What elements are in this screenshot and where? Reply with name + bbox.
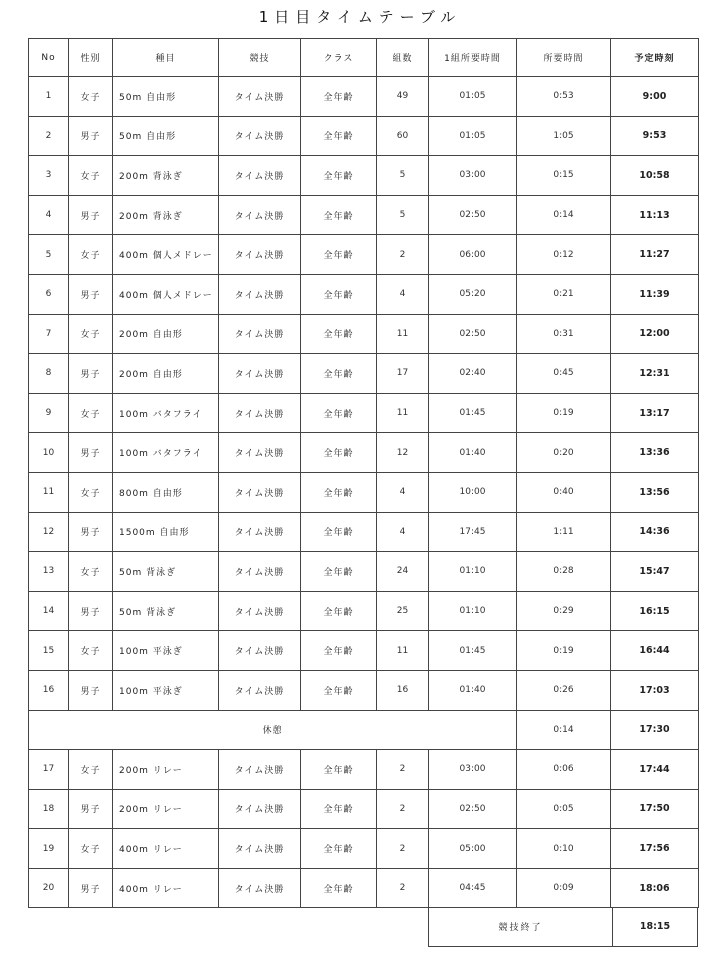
cell-duration: 1:05 — [517, 116, 611, 156]
cell-gender: 女子 — [69, 77, 113, 117]
cell-no: 2 — [29, 116, 69, 156]
cell-per-heat: 01:45 — [429, 393, 517, 433]
cell-heats: 60 — [377, 116, 429, 156]
cell-per-heat: 01:05 — [429, 116, 517, 156]
cell-per-heat: 06:00 — [429, 235, 517, 275]
cell-per-heat: 02:50 — [429, 789, 517, 829]
cell-per-heat: 05:00 — [429, 829, 517, 869]
header-class: クラス — [301, 39, 377, 77]
cell-event: 50m 自由形 — [113, 77, 219, 117]
cell-no: 8 — [29, 354, 69, 394]
cell-gender: 男子 — [69, 789, 113, 829]
cell-event: 50m 背泳ぎ — [113, 552, 219, 592]
cell-gender: 男子 — [69, 868, 113, 908]
cell-event: 200m 背泳ぎ — [113, 195, 219, 235]
cell-class: 全年齢 — [301, 789, 377, 829]
cell-duration: 0:31 — [517, 314, 611, 354]
cell-no: 4 — [29, 195, 69, 235]
cell-duration: 0:09 — [517, 868, 611, 908]
cell-heats: 12 — [377, 433, 429, 473]
cell-scheduled: 17:50 — [611, 789, 699, 829]
cell-event: 100m バタフライ — [113, 393, 219, 433]
cell-competition: タイム決勝 — [219, 631, 301, 671]
cell-duration: 1:11 — [517, 512, 611, 552]
cell-per-heat: 03:00 — [429, 156, 517, 196]
cell-class: 全年齢 — [301, 274, 377, 314]
cell-scheduled: 13:56 — [611, 472, 699, 512]
cell-class: 全年齢 — [301, 354, 377, 394]
cell-class: 全年齢 — [301, 750, 377, 790]
table-row — [29, 829, 699, 869]
header-per-heat: 1組所要時間 — [429, 39, 517, 77]
end-row — [428, 907, 698, 947]
cell-class: 全年齢 — [301, 670, 377, 710]
cell-competition: タイム決勝 — [219, 195, 301, 235]
cell-scheduled: 10:58 — [611, 156, 699, 196]
cell-no: 1 — [29, 77, 69, 117]
cell-heats: 2 — [377, 235, 429, 275]
table-row — [29, 314, 699, 354]
cell-gender: 男子 — [69, 670, 113, 710]
cell-scheduled: 12:31 — [611, 354, 699, 394]
cell-class: 全年齢 — [301, 433, 377, 473]
cell-competition: タイム決勝 — [219, 552, 301, 592]
table-row — [29, 512, 699, 552]
cell-class: 全年齢 — [301, 631, 377, 671]
cell-duration: 0:28 — [517, 552, 611, 592]
cell-no: 9 — [29, 393, 69, 433]
cell-per-heat: 05:20 — [429, 274, 517, 314]
table-row — [29, 156, 699, 196]
cell-duration: 0:53 — [517, 77, 611, 117]
cell-heats: 2 — [377, 829, 429, 869]
cell-no: 15 — [29, 631, 69, 671]
cell-event: 200m 自由形 — [113, 314, 219, 354]
cell-gender: 女子 — [69, 393, 113, 433]
cell-heats: 4 — [377, 472, 429, 512]
table-row — [29, 472, 699, 512]
cell-event: 50m 自由形 — [113, 116, 219, 156]
cell-duration: 0:40 — [517, 472, 611, 512]
cell-competition: タイム決勝 — [219, 116, 301, 156]
header-gender: 性別 — [69, 39, 113, 77]
cell-gender: 男子 — [69, 195, 113, 235]
cell-class: 全年齢 — [301, 235, 377, 275]
break-label: 休憩 — [29, 710, 517, 750]
cell-class: 全年齢 — [301, 829, 377, 869]
table-row — [29, 116, 699, 156]
end-label: 競技終了 — [429, 907, 613, 946]
cell-no: 3 — [29, 156, 69, 196]
cell-gender: 女子 — [69, 750, 113, 790]
cell-heats: 2 — [377, 868, 429, 908]
cell-scheduled: 15:47 — [611, 552, 699, 592]
table-row — [29, 195, 699, 235]
cell-heats: 49 — [377, 77, 429, 117]
cell-per-heat: 01:40 — [429, 670, 517, 710]
cell-heats: 2 — [377, 789, 429, 829]
cell-competition: タイム決勝 — [219, 750, 301, 790]
cell-gender: 男子 — [69, 512, 113, 552]
cell-heats: 5 — [377, 156, 429, 196]
cell-heats: 16 — [377, 670, 429, 710]
cell-competition: タイム決勝 — [219, 393, 301, 433]
cell-no: 19 — [29, 829, 69, 869]
table-row — [29, 552, 699, 592]
cell-competition: タイム決勝 — [219, 77, 301, 117]
cell-per-heat: 01:40 — [429, 433, 517, 473]
cell-heats: 11 — [377, 631, 429, 671]
table-row — [29, 670, 699, 710]
cell-heats: 11 — [377, 393, 429, 433]
cell-event: 1500m 自由形 — [113, 512, 219, 552]
table-row — [29, 591, 699, 631]
cell-scheduled: 14:36 — [611, 512, 699, 552]
cell-class: 全年齢 — [301, 591, 377, 631]
header-heats: 組数 — [377, 39, 429, 77]
table-row — [29, 274, 699, 314]
cell-class: 全年齢 — [301, 552, 377, 592]
cell-class: 全年齢 — [301, 314, 377, 354]
cell-event: 100m 平泳ぎ — [113, 631, 219, 671]
cell-duration: 0:26 — [517, 670, 611, 710]
cell-scheduled: 17:03 — [611, 670, 699, 710]
cell-competition: タイム決勝 — [219, 829, 301, 869]
table-row — [29, 354, 699, 394]
cell-event: 200m 自由形 — [113, 354, 219, 394]
table-row — [29, 750, 699, 790]
cell-competition: タイム決勝 — [219, 314, 301, 354]
cell-per-heat: 02:40 — [429, 354, 517, 394]
cell-scheduled: 9:00 — [611, 77, 699, 117]
cell-event: 200m 背泳ぎ — [113, 156, 219, 196]
cell-per-heat: 01:10 — [429, 591, 517, 631]
cell-scheduled: 13:17 — [611, 393, 699, 433]
cell-gender: 男子 — [69, 433, 113, 473]
table-row — [29, 789, 699, 829]
cell-gender: 女子 — [69, 631, 113, 671]
cell-class: 全年齢 — [301, 195, 377, 235]
cell-scheduled: 11:27 — [611, 235, 699, 275]
cell-class: 全年齢 — [301, 868, 377, 908]
cell-heats: 25 — [377, 591, 429, 631]
cell-gender: 男子 — [69, 116, 113, 156]
cell-competition: タイム決勝 — [219, 433, 301, 473]
cell-heats: 5 — [377, 195, 429, 235]
cell-per-heat: 02:50 — [429, 314, 517, 354]
cell-gender: 女子 — [69, 829, 113, 869]
cell-event: 50m 背泳ぎ — [113, 591, 219, 631]
cell-no: 16 — [29, 670, 69, 710]
cell-scheduled: 11:39 — [611, 274, 699, 314]
cell-no: 11 — [29, 472, 69, 512]
end-time: 18:15 — [639, 921, 671, 932]
cell-event: 400m 個人メドレー — [113, 235, 219, 275]
cell-duration: 0:19 — [517, 631, 611, 671]
cell-scheduled: 13:36 — [611, 433, 699, 473]
cell-gender: 女子 — [69, 235, 113, 275]
table-row — [29, 393, 699, 433]
cell-gender: 女子 — [69, 156, 113, 196]
cell-class: 全年齢 — [301, 472, 377, 512]
cell-per-heat: 04:45 — [429, 868, 517, 908]
cell-per-heat: 01:45 — [429, 631, 517, 671]
cell-scheduled: 16:44 — [611, 631, 699, 671]
cell-no: 5 — [29, 235, 69, 275]
cell-gender: 男子 — [69, 354, 113, 394]
break-row — [29, 710, 699, 750]
cell-event: 100m 平泳ぎ — [113, 670, 219, 710]
page-title: 1日目タイムテーブル — [258, 8, 462, 26]
cell-event: 800m 自由形 — [113, 472, 219, 512]
cell-duration: 0:05 — [517, 789, 611, 829]
cell-event: 200m リレー — [113, 789, 219, 829]
cell-event: 200m リレー — [113, 750, 219, 790]
cell-duration: 0:21 — [517, 274, 611, 314]
cell-heats: 4 — [377, 274, 429, 314]
cell-class: 全年齢 — [301, 512, 377, 552]
cell-competition: タイム決勝 — [219, 512, 301, 552]
cell-no: 14 — [29, 591, 69, 631]
cell-competition: タイム決勝 — [219, 354, 301, 394]
cell-competition: タイム決勝 — [219, 156, 301, 196]
cell-scheduled: 18:06 — [611, 868, 699, 908]
cell-no: 20 — [29, 868, 69, 908]
cell-competition: タイム決勝 — [219, 235, 301, 275]
header-no: No — [29, 39, 69, 77]
table-row — [29, 433, 699, 473]
cell-no: 13 — [29, 552, 69, 592]
cell-duration: 0:29 — [517, 591, 611, 631]
cell-class: 全年齢 — [301, 393, 377, 433]
cell-no: 17 — [29, 750, 69, 790]
header-scheduled: 予定時刻 — [611, 39, 699, 77]
cell-heats: 24 — [377, 552, 429, 592]
cell-scheduled: 9:53 — [611, 116, 699, 156]
cell-per-heat: 03:00 — [429, 750, 517, 790]
cell-class: 全年齢 — [301, 116, 377, 156]
cell-event: 100m バタフライ — [113, 433, 219, 473]
cell-duration: 0:10 — [517, 829, 611, 869]
header-duration: 所要時間 — [517, 39, 611, 77]
break-duration: 0:14 — [517, 710, 611, 750]
cell-heats: 2 — [377, 750, 429, 790]
cell-duration: 0:20 — [517, 433, 611, 473]
cell-scheduled: 16:15 — [611, 591, 699, 631]
cell-event: 400m リレー — [113, 868, 219, 908]
cell-competition: タイム決勝 — [219, 591, 301, 631]
cell-duration: 0:06 — [517, 750, 611, 790]
header-event: 種目 — [113, 39, 219, 77]
cell-per-heat: 01:10 — [429, 552, 517, 592]
cell-scheduled: 12:00 — [611, 314, 699, 354]
cell-heats: 4 — [377, 512, 429, 552]
cell-competition: タイム決勝 — [219, 789, 301, 829]
cell-no: 12 — [29, 512, 69, 552]
cell-class: 全年齢 — [301, 156, 377, 196]
cell-event: 400m 個人メドレー — [113, 274, 219, 314]
table-row — [29, 77, 699, 117]
cell-per-heat: 02:50 — [429, 195, 517, 235]
cell-competition: タイム決勝 — [219, 472, 301, 512]
cell-per-heat: 17:45 — [429, 512, 517, 552]
cell-gender: 女子 — [69, 314, 113, 354]
cell-duration: 0:45 — [517, 354, 611, 394]
header-row — [29, 39, 699, 77]
cell-duration: 0:15 — [517, 156, 611, 196]
timetable — [28, 38, 699, 908]
cell-competition: タイム決勝 — [219, 670, 301, 710]
cell-gender: 女子 — [69, 472, 113, 512]
cell-gender: 男子 — [69, 274, 113, 314]
cell-no: 7 — [29, 314, 69, 354]
cell-heats: 11 — [377, 314, 429, 354]
table-row — [29, 868, 699, 908]
cell-gender: 男子 — [69, 591, 113, 631]
cell-gender: 女子 — [69, 552, 113, 592]
cell-duration: 0:12 — [517, 235, 611, 275]
cell-no: 10 — [29, 433, 69, 473]
cell-competition: タイム決勝 — [219, 274, 301, 314]
cell-no: 6 — [29, 274, 69, 314]
cell-scheduled: 17:56 — [611, 829, 699, 869]
break-scheduled: 17:30 — [611, 710, 699, 750]
cell-scheduled: 11:13 — [611, 195, 699, 235]
cell-duration: 0:14 — [517, 195, 611, 235]
cell-competition: タイム決勝 — [219, 868, 301, 908]
cell-heats: 17 — [377, 354, 429, 394]
table-row — [29, 631, 699, 671]
cell-scheduled: 17:44 — [611, 750, 699, 790]
cell-per-heat: 10:00 — [429, 472, 517, 512]
table-row — [29, 235, 699, 275]
cell-no: 18 — [29, 789, 69, 829]
cell-duration: 0:19 — [517, 393, 611, 433]
cell-per-heat: 01:05 — [429, 77, 517, 117]
cell-event: 400m リレー — [113, 829, 219, 869]
cell-class: 全年齢 — [301, 77, 377, 117]
header-competition: 競技 — [219, 39, 301, 77]
